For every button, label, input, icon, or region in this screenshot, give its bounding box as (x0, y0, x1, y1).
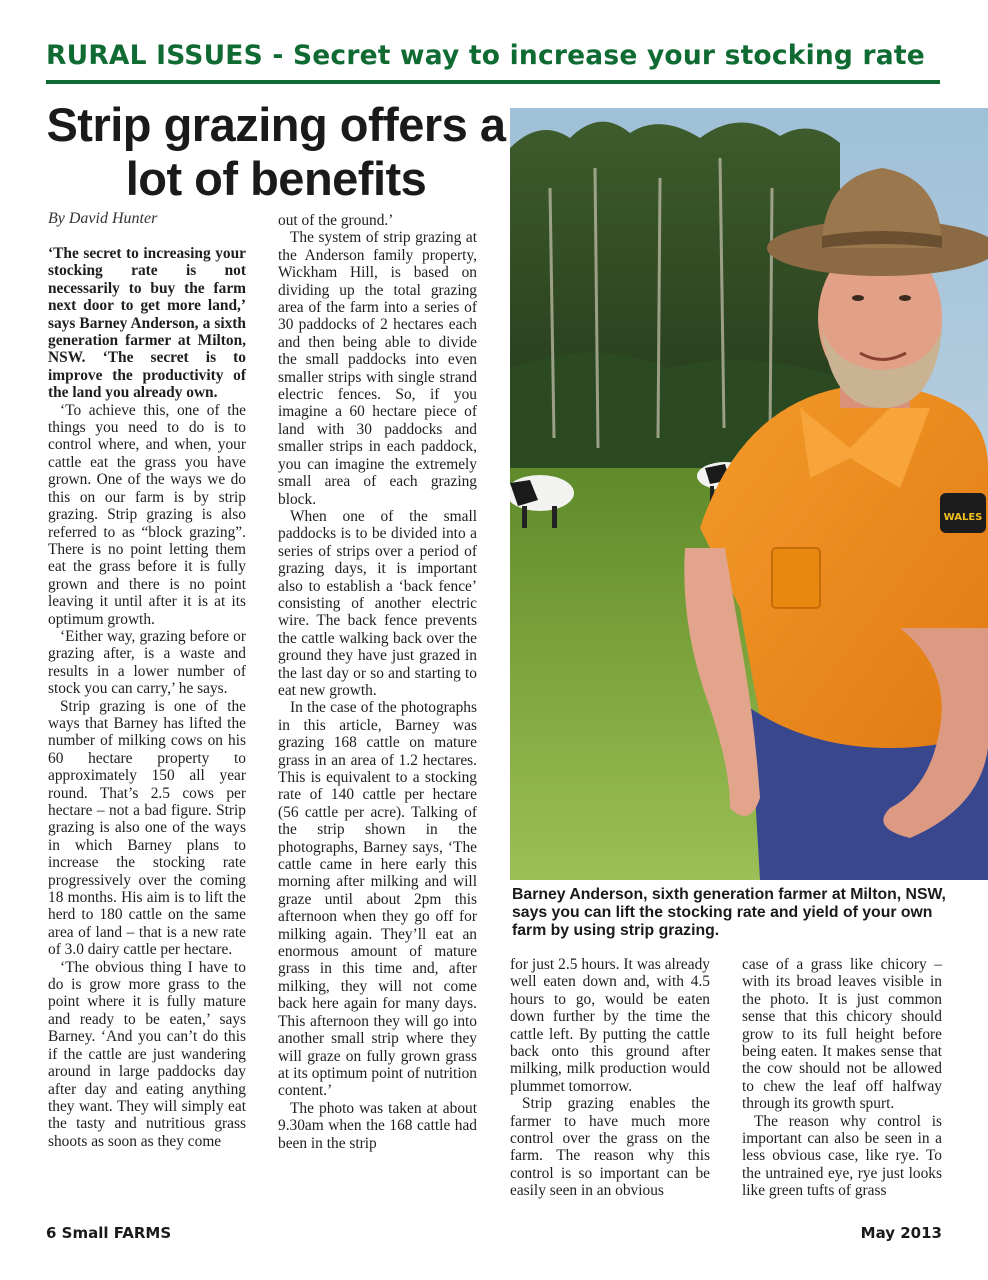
body-paragraph: for just 2.5 hours. It was already well eaten down and, with 4.5 hours to go, would be eaten down further by the time the cattle left. By putting the cattle back onto this ground after milking, milk production would plummet tomorrow. (510, 956, 710, 1095)
issue-date: May 2013 (860, 1224, 942, 1242)
body-paragraph: The system of strip grazing at the Anderson family property, Wickham Hill, is based on dividing up the total grazing area of the farm into a series of 30 paddocks of 2 hectares each and then being able to divide the small paddocks into even smaller strips with single strand electric fences. So, if you imagine a 60 hectare piece of land with 30 paddocks and smaller strips in each paddock, you can imagine the extremely small area of each grazing block. (278, 229, 477, 508)
farmer-photo (510, 108, 988, 880)
article-column-1 (48, 245, 246, 1150)
body-paragraph: Strip grazing enables the farmer to have much more control over the grass on the farm. The reason why this control is so important can be easily seen in an obvious (510, 1095, 710, 1200)
page-number-publication: 6 Small FARMS (46, 1224, 172, 1242)
section-header: RURAL ISSUES - Secret way to increase your stocking rate (46, 40, 925, 71)
body-paragraph: When one of the small paddocks is to be divided into a series of strips over a period of grazing days, it is important also to establish a ‘back fence’ consisting of another electric wire. The back fence prevents the cattle walking back over the ground they have just grazed in the last day or so and starting to eat new growth. (278, 507, 477, 699)
article-column-4 (742, 956, 942, 1200)
article-column-2 (278, 212, 477, 1152)
body-paragraph: out of the ground.’ (278, 212, 394, 229)
body-paragraph: Strip grazing is one of the ways that Barney has lifted the number of milking cows on his 60 hectare property to approximately 150 all year round. That’s 2.5 cows per hectare – not a bad figure. Strip grazing is also one of the ways in which Barney plans to increase the stocking rate progressively over the coming 18 months. His aim is to lift the herd to 180 cattle on the same area of land – that is a new rate of 3.0 dairy cattle per hectare. (48, 697, 246, 959)
body-paragraph: ‘Either way, grazing before or grazing after, is a waste and results in a lower number of stock you can carry,’ he says. (48, 627, 246, 698)
body-paragraph: In the case of the photographs in this article, Barney was grazing 168 cattle on mature grass in an area of 1.2 hectares. This is equivalent to a stocking rate of 140 cattle per hectare (56 cattle per acre). Talking of the strip shown in the photographs, Barney says, ‘The cattle came in here early this morning after milking and will graze until about 2pm this afternoon when they go off for milking again. They’ll eat an enormous amount of mature grass in this time and, after milking, they will not come back here again for many days. This afternoon they will go into another small strip where they will graze on fully grown grass at its optimum point of nutrition content.’ (278, 699, 477, 1100)
body-paragraph: The photo was taken at about 9.30am when the 168 cattle had been in the strip (278, 1099, 477, 1152)
article-headline: Strip grazing offers a lot of benefits (46, 98, 506, 205)
header-rule (46, 80, 940, 84)
body-paragraph: The reason why control is important can also be seen in a less obvious case, like rye. To the untrained eye, rye just looks like green tufts of grass (742, 1112, 942, 1200)
article-column-3 (510, 956, 710, 1200)
body-paragraph: ‘To achieve this, one of the things you need to do is to control where, and when, your cattle eat the grass you have grown. One of the ways we do this on our farm is by strip grazing. Strip grazing is also referred to as “block grazing”. There is no point letting them eat the grass before it is fully grown and there is no point leaving it until after it is at its optimum growth. (48, 401, 246, 628)
hat-badge-text: WALES (943, 512, 983, 523)
body-paragraph: ‘The obvious thing I have to do is grow more grass to the point where it is fully mature and ready to be eaten,’ says Barney. ‘And you can’t do this if the cattle are just wandering around in large paddocks day after day and eating anything they want. They will simply eat the tasty and nutritious grass shoots as soon as they come (48, 958, 246, 1150)
lead-paragraph: ‘The secret to increasing your stocking rate is not necessarily to buy the farm next door to get more land,’ says Barney Anderson, a sixth generation farmer at Milton, NSW. ‘The secret is to improve the productivity of the land you already own. (48, 245, 246, 402)
photo-caption: Barney Anderson, sixth generation farmer at Milton, NSW, says you can lift the stocking rate and yield of your own farm by using strip grazing. (512, 886, 946, 939)
body-paragraph: case of a grass like chicory – with its broad leaves visible in the photo. It is just common sense that this chicory should grow to its full height before being eaten. It makes sense that the cow should not be allowed to chew the leaf off halfway through its growth spurt. (742, 956, 942, 1113)
byline: By David Hunter (48, 210, 158, 227)
